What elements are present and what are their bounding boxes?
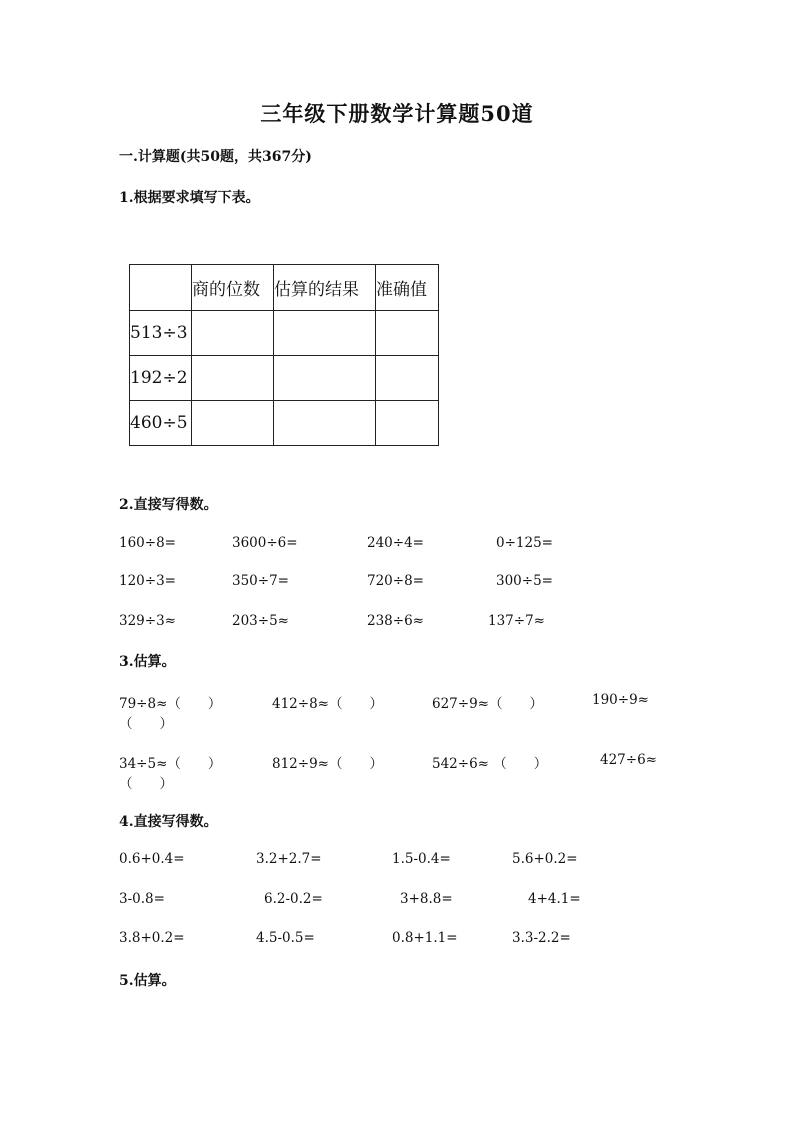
exercise-item: 160÷8= xyxy=(119,535,176,551)
exercise-item: 4.5-0.5= xyxy=(256,930,315,946)
answer-blank[interactable]: （ ） xyxy=(119,716,173,732)
table-answer-cell[interactable] xyxy=(376,401,439,446)
table-row xyxy=(130,311,439,356)
exercise-item: 4+4.1= xyxy=(528,891,581,907)
exercise-item: 300÷5= xyxy=(496,573,553,589)
exercise-item: 3.3-2.2= xyxy=(512,930,571,946)
exercise-item: 3+8.8= xyxy=(400,891,453,907)
table-row-label: 192÷2 xyxy=(130,356,192,401)
exercise-item: 627÷9≈（ ） xyxy=(432,696,543,712)
table-header-cell: 估算的结果 xyxy=(274,265,376,311)
question-5-label: 5.估算。 xyxy=(119,973,176,989)
exercise-item: 3-0.8= xyxy=(119,891,165,907)
exercise-item: 542÷6≈ （ ） xyxy=(432,756,548,772)
exercise-item: 3.8+0.2= xyxy=(119,930,185,946)
section-heading: 一.计算题(共50题，共367分) xyxy=(119,149,312,165)
exercise-item: 1.5-0.4= xyxy=(392,851,451,867)
exercise-item: 427÷6≈ xyxy=(600,752,657,768)
exercise-item: 79÷8≈（ ） xyxy=(119,696,222,712)
exercise-item: 0.8+1.1= xyxy=(392,930,458,946)
exercise-item: 350÷7= xyxy=(232,573,289,589)
exercise-item: 412÷8≈（ ） xyxy=(272,696,383,712)
exercise-item: 238÷6≈ xyxy=(367,613,424,629)
answer-blank[interactable]: （ ） xyxy=(119,776,173,792)
table-answer-cell[interactable] xyxy=(274,401,376,446)
exercise-item: 812÷9≈（ ） xyxy=(272,756,383,772)
table-row xyxy=(130,356,439,401)
table-header-row xyxy=(130,265,439,311)
exercise-item: 0.6+0.4= xyxy=(119,851,185,867)
question-1-label: 1.根据要求填写下表。 xyxy=(119,190,260,206)
exercise-item: 6.2-0.2= xyxy=(264,891,323,907)
exercise-item: 0÷125= xyxy=(496,535,553,551)
table-answer-cell[interactable] xyxy=(274,311,376,356)
exercise-item: 720÷8= xyxy=(367,573,424,589)
table-answer-cell[interactable] xyxy=(192,356,274,401)
question-1-table xyxy=(129,264,439,446)
page-title: 三年级下册数学计算题50道 xyxy=(260,101,534,126)
exercise-item: 329÷3≈ xyxy=(119,613,176,629)
table-header-cell: 准确值 xyxy=(376,265,439,311)
table-answer-cell[interactable] xyxy=(192,311,274,356)
exercise-item: 34÷5≈（ ） xyxy=(119,756,222,772)
exercise-item: 3.2+2.7= xyxy=(256,851,322,867)
table-row xyxy=(130,401,439,446)
table-answer-cell[interactable] xyxy=(376,356,439,401)
exercise-item: 203÷5≈ xyxy=(232,613,289,629)
table-row-label: 460÷5 xyxy=(130,401,192,446)
exercise-item: 120÷3= xyxy=(119,573,176,589)
table-answer-cell[interactable] xyxy=(376,311,439,356)
table-answer-cell[interactable] xyxy=(192,401,274,446)
question-3-label: 3.估算。 xyxy=(119,654,176,670)
table-row-label: 513÷3 xyxy=(130,311,192,356)
question-4-label: 4.直接写得数。 xyxy=(119,814,218,830)
question-2-label: 2.直接写得数。 xyxy=(119,497,218,513)
exercise-item: 190÷9≈ xyxy=(592,692,649,708)
exercise-item: 137÷7≈ xyxy=(488,613,545,629)
table-header-cell: 商的位数 xyxy=(192,265,274,311)
exercise-item: 5.6+0.2= xyxy=(512,851,578,867)
exercise-item: 3600÷6= xyxy=(232,535,298,551)
table-header-cell xyxy=(130,265,192,311)
table-answer-cell[interactable] xyxy=(274,356,376,401)
exercise-item: 240÷4= xyxy=(367,535,424,551)
